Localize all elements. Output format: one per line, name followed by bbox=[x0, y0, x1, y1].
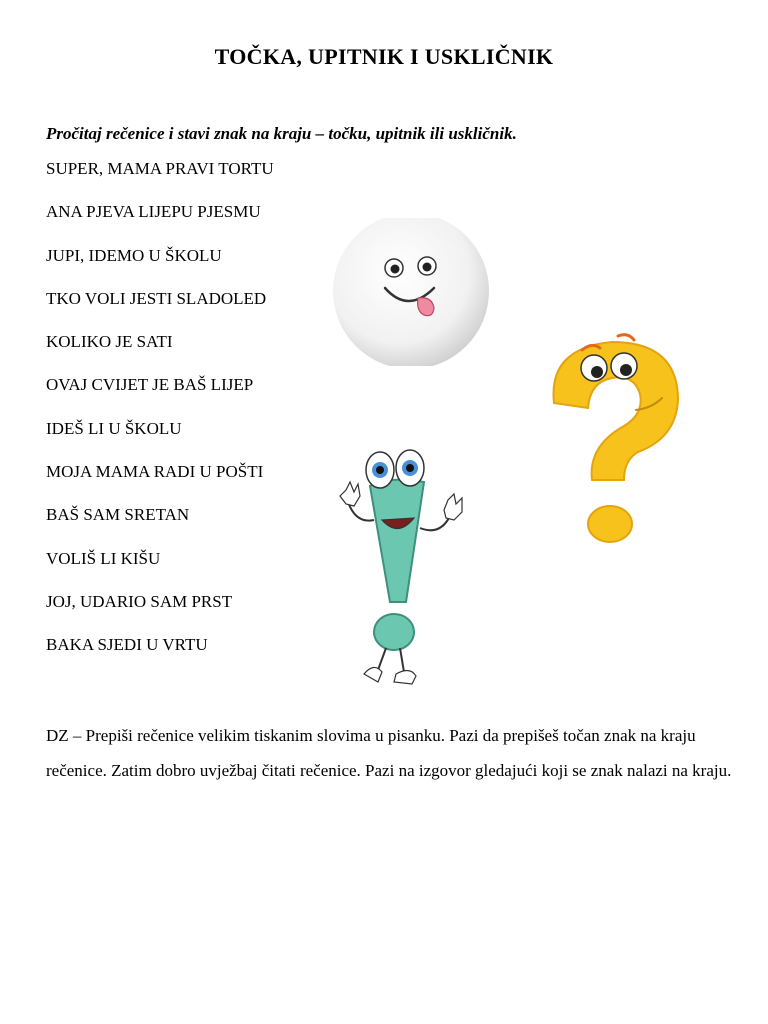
sentence-item: JOJ, UDARIO SAM PRST bbox=[46, 591, 233, 611]
sentence-item: VOLIŠ LI KIŠU bbox=[46, 548, 161, 568]
exclamation-mark-character-icon bbox=[336, 442, 468, 688]
sentence-item: IDEŠ LI U ŠKOLU bbox=[46, 418, 182, 438]
homework-text: DZ – Prepiši rečenice velikim tiskanim slovima u pisanku. Pazi da prepišeš točan znak na kraju rečenice. Zatim dobro uvježbaj čitati rečenice. Pazi na izgovor gledajući koji se znak nalazi na kraju. bbox=[46, 726, 732, 780]
sentence-item: BAKA SJEDI U VRTU bbox=[46, 635, 208, 655]
sentence-item: MOJA MAMA RADI U POŠTI bbox=[46, 462, 264, 482]
page-title: TOČKA, UPITNIK I USKLIČNIK bbox=[214, 44, 554, 69]
sentence-item: ANA PJEVA LIJEPU PJESMU bbox=[46, 202, 261, 222]
smiling-period-character-icon bbox=[330, 218, 494, 366]
instruction-text: Pročitaj rečenice i stavi znak na kraju – točku, upitnik ili uskličnik. bbox=[46, 124, 517, 143]
sentence-item: BAŠ SAM SRETAN bbox=[46, 505, 190, 525]
sentence-item: JUPI, IDEMO U ŠKOLU bbox=[46, 245, 222, 265]
sentence-item: OVAJ CVIJET JE BAŠ LIJEP bbox=[46, 375, 254, 395]
sentence-item: SUPER, MAMA PRAVI TORTU bbox=[46, 159, 274, 178]
sentence-list bbox=[46, 156, 274, 676]
sentence-item: KOLIKO JE SATI bbox=[46, 332, 173, 352]
sentence-item: TKO VOLI JESTI SLADOLED bbox=[46, 288, 267, 308]
question-mark-character-icon bbox=[540, 328, 690, 550]
